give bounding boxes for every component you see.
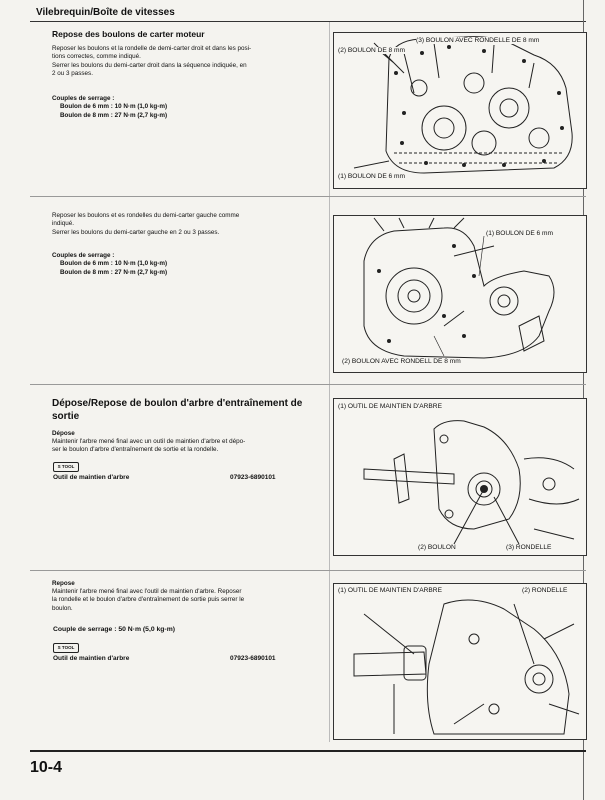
column-divider	[329, 22, 330, 742]
shaft-holder-drawing	[334, 399, 586, 555]
label-bolt-6mm: (1) BOULON DE 6 mm	[338, 173, 406, 180]
label-bolt-8mm: (2) BOULON DE 8 mm	[338, 47, 406, 54]
header-rule	[30, 21, 586, 22]
label-washer-2: (2) RONDELLE	[522, 587, 568, 594]
label-bolt-washer-8mm: (3) BOULON AVEC RONDELLE DE 8 mm	[416, 37, 540, 44]
subheading-depose: Dépose	[52, 430, 75, 437]
section2-torque: Couples de serrage : Boulon de 6 mm : 10 N·m (1,0 kg-m) Boulon de 8 mm : 27 N·m (2,7 kg-m)	[52, 252, 168, 276]
figure-right-crankcase	[333, 32, 587, 189]
tool-number: 07923-6890101	[230, 474, 276, 481]
section4-text: Maintenir l'arbre mené final avec l'outil de maintien d'arbre. Reposer la rondelle et le boulon d'arbre d'entraînement de sortie puis serrer le boulon.	[52, 588, 245, 612]
tool-number-2: 07923-6890101	[230, 655, 276, 662]
section-heading-output-shaft: Dépose/Repose de boulon d'arbre d'entraînement de sortie	[52, 398, 303, 422]
repose-torque: Couple de serrage : 50 N·m (5,0 kg-m)	[53, 626, 175, 633]
section-rule-2	[30, 384, 586, 385]
section3-text: Maintenir l'arbre mené final avec un outil de maintien d'arbre et dépo- ser le boulon d'arbre d'entraînement de sortie et la rondelle.	[52, 438, 246, 454]
page-number: 10-4	[30, 759, 63, 776]
subheading-repose: Repose	[52, 580, 75, 587]
figure-shaft-holder	[333, 398, 587, 556]
special-tool-icon-2: S TOOL	[53, 643, 79, 653]
section1-text: Reposer les boulons et la rondelle de demi-carter droit et dans les posi- tions correctes, comme indiqué. Serrer les boulons du demi-carter droit dans la séquence indiquée, en 2 ou 3 passes.	[52, 45, 252, 78]
section1-torque: Couples de serrage : Boulon de 6 mm : 10 N·m (1,0 kg-m) Boulon de 8 mm : 27 N·m (2,7 kg-m)	[52, 95, 168, 119]
special-tool-icon: S TOOL	[53, 462, 79, 472]
tool-name: Outil de maintien d'arbre	[53, 474, 130, 481]
section-heading-carter: Repose des boulons de carter moteur	[52, 29, 205, 39]
label-holder-tool-2: (1) OUTIL DE MAINTIEN D'ARBRE	[338, 587, 442, 594]
label-left-bolt-washer-8mm: (2) BOULON AVEC RONDELL DE 8 mm	[342, 358, 461, 365]
page-header: Vilebrequin/Boîte de vitesses	[36, 7, 175, 18]
section2-text: Reposer les boulons et es rondelles du demi-carter gauche comme indiqué. Serrer les boulons du demi-carter gauche en 2 ou 3 passes.	[52, 212, 240, 236]
crankcase-right-drawing	[334, 33, 586, 188]
label-bolt: (2) BOULON	[418, 544, 456, 551]
label-left-bolt-6mm: (1) BOULON DE 6 mm	[486, 230, 554, 237]
shaft-holder-repose-drawing	[334, 584, 586, 739]
figure-left-crankcase	[333, 215, 587, 373]
section-rule-3	[30, 570, 586, 571]
label-washer: (3) RONDELLE	[506, 544, 552, 551]
figure-shaft-holder-repose	[333, 583, 587, 740]
section-rule-1	[30, 196, 586, 197]
label-holder-tool: (1) OUTIL DE MAINTIEN D'ARBRE	[338, 403, 442, 410]
crankcase-left-drawing	[334, 216, 586, 372]
tool-name-2: Outil de maintien d'arbre	[53, 655, 130, 662]
footer-rule	[30, 750, 586, 752]
